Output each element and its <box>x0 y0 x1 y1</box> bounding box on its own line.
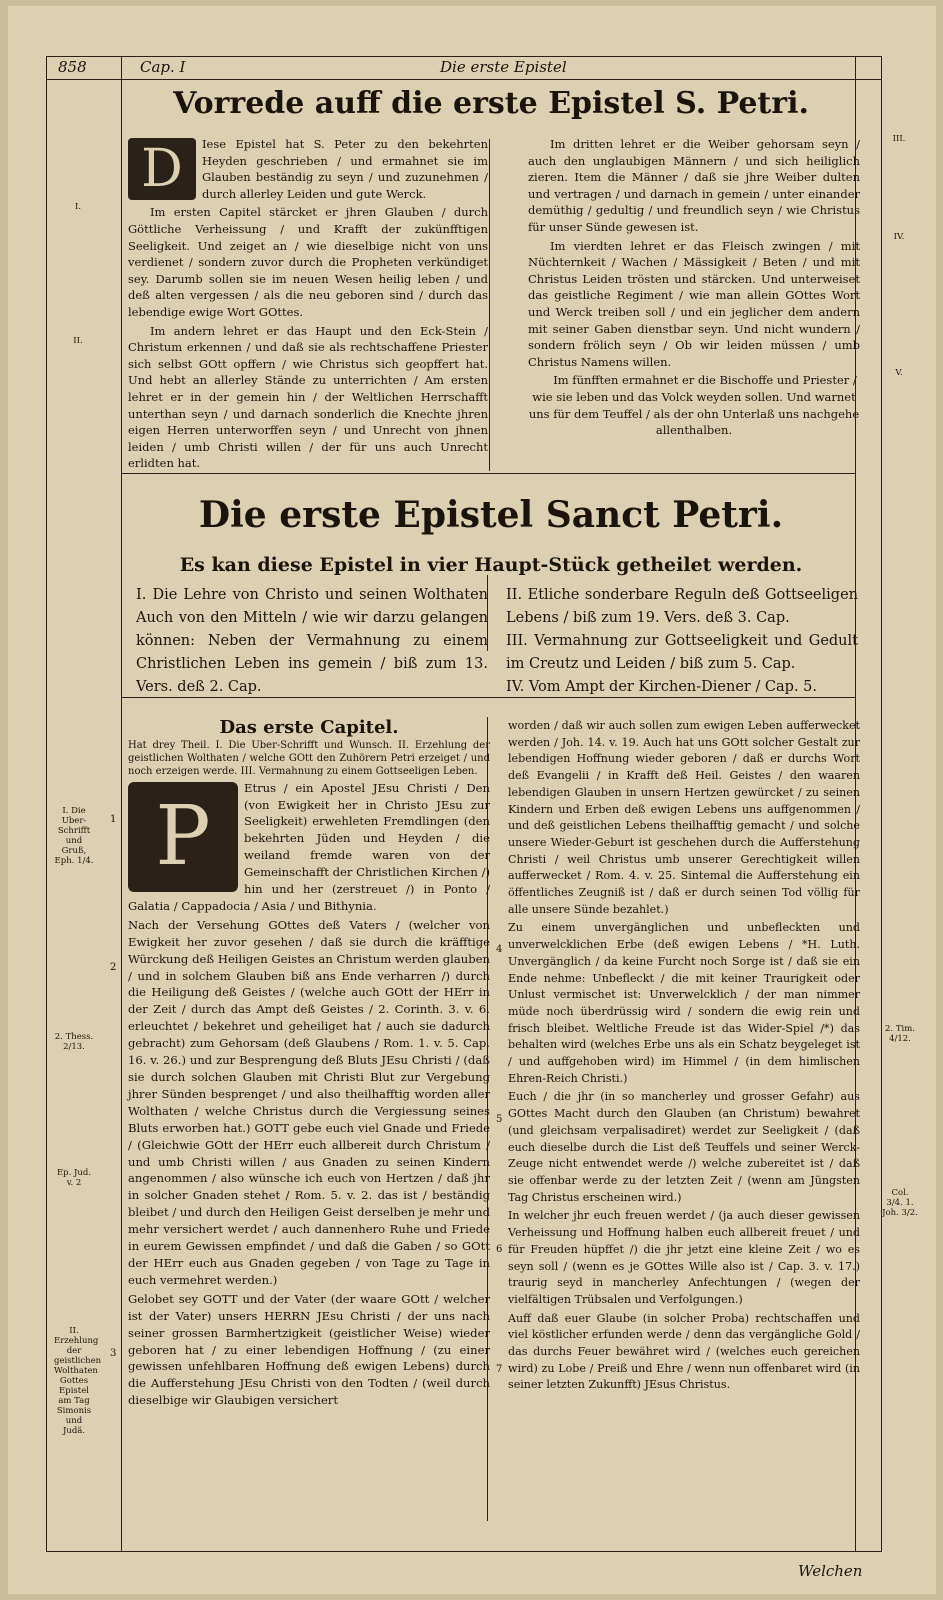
verse-number: 5 <box>496 1114 503 1125</box>
verse-number: 3 <box>110 1348 117 1359</box>
verse-text: Zu einem unvergänglichen und unbefleckten und unverwelcklichen Erbe (deß ewigen Lebens / *H. Luth. Unvergänglich / da keine Furcht noch Sorge ist / daß sie ein Ende nehme: Unbefleckt / die mit keiner Traurigkeit oder Unlust vermischet ist: Unverwelcklich / der man nimmer müde noch überdrüssig wird / sondern die ewig rein und frisch bleibet. Weltliche Freude ist das Wider-Spiel /*) das behalten wird (welches Erbe uns als ein Schatz beygeleget ist / und auffgehoben wird) im Himmel / (in dem himlischen Ehren-Reich Christi.) <box>508 921 860 1085</box>
margin-note: II. Erzehlung der geistlichen Wolthaten Gottes Epistel am Tag Simonis und Judä. <box>54 1326 102 1436</box>
preface-title: Vorrede auff die erste Epistel S. Petri. <box>173 86 809 121</box>
preface-paragraph: Im vierdten lehret er das Fleisch zwingen / mit Nüchternkeit / Wachen / Mässigkeit / Beten / und mit Christus Leiden trösten und stärcken. Und unterweiset das geistliche Regiment / wie man allein GOttes Wort und Werck treiben soll / und ein jeglicher dem andern mit seiner Gaben dienstbar seyn. Und nicht wundern / sondern frölich seyn / Ob wir leiden müssen / umb Christus Namens willen. <box>528 238 860 369</box>
epistle-part: III. Vermahnung zur Gottseeligkeit und Gedult im Creutz und Leiden / biß zum 5. Cap. <box>506 633 858 672</box>
verse-text: Euch / die jhr (in so mancherley und grosser Gefahr) aus GOttes Macht durch den Glauben (an Christum) bewahret (und gleichsam verpalisadiret) werdet zur Seeligkeit / (daß euch dieselbe durch die List deß Teuffels und seiner Werck-Zeuge nicht entwendet werde /) welche zubereitet ist / daß sie offenbar werde zu der letzten Zeit / (wenn am Jüngsten Tag Christus erscheinen wird.) <box>508 1090 860 1204</box>
preface-paragraph: Im fünfften ermahnet er die Bischoffe und Priester / wie sie leben und das Volck weyden sollen. Und warnet uns für dem Teuffel / als der ohn Unterlaß uns nachgehe allenthalben. <box>528 373 860 438</box>
chapter-dropcap: P <box>128 782 238 892</box>
margin-note: IV. <box>893 232 905 242</box>
epistle-part: IV. Vom Ampt der Kirchen-Diener / Cap. 5. <box>506 679 818 695</box>
chapter-title: Das erste Capitel. <box>219 717 399 738</box>
verse-number: 6 <box>496 1244 503 1255</box>
epistle-part: II. Etliche sonderbare Reguln deß Gottseeligen Lebens / biß zum 19. Vers. deß 3. Cap. <box>506 587 858 626</box>
preface-left-column <box>128 136 488 474</box>
verse-number: 1 <box>110 814 117 825</box>
verse-text: Auff daß euer Glaube (in solcher Proba) rechtschaffen und viel köstlicher erfunden werde / denn das vergängliche Gold / das durchs Feuer bewähret wird / (welches euch gereichen wird) zu Lobe / Preiß und Ehre / wenn nun offenbaret wird (in seiner letzten Zukunfft) JEsus Christus. <box>508 1311 860 1392</box>
preface-right-column <box>528 136 860 441</box>
page-number: 858 <box>58 58 87 76</box>
preface-paragraph: Im andern lehret er das Haupt und den Eck-Stein / Christum erkennen / und daß sie als rechtschaffene Priester sich selbst GOtt opffern / wie Christus sich geopffert hat. Und hebt an allerley Stände zu unterrichten / Am ersten lehret er in der gemein hin / der Weltlichen Herrschafft unterthan seyn / und darnach sonderlich die Knechte jhren eigen Herren unterworffen seyn / und Unrecht von jhnen leiden / umb Christi willen / der für uns auch Unrecht erlidten hat. <box>128 323 488 471</box>
preface-column-rule <box>489 139 490 471</box>
verse-number: 7 <box>496 1364 503 1375</box>
header-rule <box>47 79 881 80</box>
margin-note: 2. Tim. 4/12. <box>885 1024 915 1044</box>
book-page <box>8 6 936 1594</box>
margin-note: I. Die Uber-Schrifft und Gruß, Eph. 1/4. <box>54 806 94 866</box>
verse-number: 4 <box>496 944 503 955</box>
margin-note: V. <box>895 368 903 378</box>
verse-number: 2 <box>110 962 117 973</box>
preface-dropcap: D <box>128 138 196 200</box>
verse-text: Gelobet sey GOTT und der Vater (der waare GOtt / welcher ist der Vater) unsers HERRN JEsu Christi / der uns nach seiner grossen Barmhertzigkeit (geistlicher Weise) wieder geboren hat / zu einer lebendigen Hoffnung / (zu einer gewissen unfehlbaren Hoffnung deß ewigen Lebens) durch die Aufferstehung JEsu Christi von den Todten / (weil durch dieselbige wir Glaubigen versichert <box>128 1291 490 1408</box>
margin-note: III. <box>892 134 906 144</box>
left-margin-rule <box>121 57 122 1551</box>
catchword: Welchen <box>798 1562 863 1580</box>
chapter-right-column <box>508 718 860 1396</box>
margin-note: Col. 3/4. 1. Joh. 3/2. <box>882 1188 918 1218</box>
verse-text: In welcher jhr euch freuen werdet / (ja auch dieser gewissen Verheissung und Hoffnung halben euch allbereit freuet / und für Freuden hüpffet /) die jhr jetzt eine kleine Zeit / wo es seyn soll / (wenn es je GOttes Wille also ist / Cap. 3. v. 17.) traurig seyd in mancherley Anfechtungen / (wegen der vielfältigen Trübsalen und Verfolgungen.) <box>508 1209 860 1306</box>
verse-text: Etrus / ein Apostel JEsu Christi / Den (von Ewigkeit her in Christo JEsu zur Seeligkeit) erwehleten Fremdlingen (den bekehrten Jüden und Heyden / die weiland fremde waren von der Gemeinschafft der Christlichen Kirchen /) hin und her (zerstreuet /) in Ponto / Galatia / Cappadocia / Asia / und Bithynia. <box>128 780 490 913</box>
verse-text: Nach der Versehung GOttes deß Vaters / (welcher von Ewigkeit her zuvor gesehen / daß sie durch die kräfftige Würckung deß Heiligen Geistes an Christum werden glauben / und in solchem Glauben biß ans Ende verharren /) durch die Heiligung deß Geistes / (welche auch GOtt der HErr in der Zeit / durch das Ampt deß Geistes / 2. Corinth. 3. v. 6. erleuchtet / bekehret und geheiliget hat / auch sie dadurch gebracht) zum Gehorsam (deß Glaubens / Rom. 1. v. 5. Cap. 16. v. 26.) und zur Besprengung deß Bluts JEsu Christi / (daß sie durch solchen Glauben mit Christi Blut zur Vergebung jhrer Sünden besprenget / und also theilhafftig worden aller Wolthaten / welche Christus durch die Vergiessung seines Bluts erworben hat.) GOTT gebe euch viel Gnade und Friede / (Gleichwie GOtt der HErr euch allbereit durch Christum / und umb Christi willen / aus Gnaden zu seinen Kindern angenommen / also wünsche ich euch von Hertzen / daß jhr in solcher Gnaden stehet / Rom. 5. v. 2. das ist / beständig bleibet / und durch den Heiligen Geist derselben je mehr und mehr versichert werdet / auch dannenhero Ruhe und Friede in eurem Gewissen empfindet / und daß die Gaben / so GOtt der HErr euch aus Gnaden gegeben / von Tage zu Tage in euch vermehret werden.) <box>128 917 490 1287</box>
epistle-parts-right <box>506 584 858 699</box>
margin-note: II. <box>73 336 83 346</box>
running-title: Die erste Epistel <box>440 58 567 76</box>
epistle-subtitle: Es kan diese Epistel in vier Haupt-Stück getheilet werden. <box>179 554 803 576</box>
preface-paragraph: Iese Epistel hat S. Peter zu den bekehrten Heyden geschrieben / und ermahnet sie im Glauben beständig zu seyn / und zuzunehmen / durch allerley Leiden und gute Werck. <box>202 137 488 201</box>
verse-text: worden / daß wir auch sollen zum ewigen Leben aufferwecket werden / Joh. 14. v. 19. Auch hat uns GOtt solcher Gestalt zur lebendigen Hoffnung wieder geboren / daß er durchs Wort deß Evangelii / in Krafft deß Heil. Geistes / den waaren lebendigen Glauben in unsern Hertzen gewürcket / zu seinen Kindern und Erben deß ewigen Lebens uns auffgenommen / und deß geistlichen Lebens theilhafftig gemacht / und solche unsere Wieder-Geburt ist geschehen durch die Aufferstehung Christi / weil Christus umb unserer Gerechtigkeit willen aufferwecket / Rom. 4. v. 25. Sintemal die Aufferstehung ein öffentliches Zeugniß ist / daß er durch seinen Tod völlig für alle unsere Sünde bezahlet.) <box>508 719 860 916</box>
chapter-left-column <box>128 718 490 1411</box>
preface-paragraph: Im dritten lehret er die Weiber gehorsam seyn / auch den unglaubigen Männern / und sich heiliglich zieren. Item die Männer / daß sie jhre Weiber dulten und vertragen / und darnach in gemein / unter einander demüthig / gedultig / und freundlich seyn / wie Christus für unser Sünde gewesen ist. <box>528 137 860 234</box>
margin-note: I. <box>74 202 82 212</box>
chapter-summary: Hat drey Theil. I. Die Uber-Schrifft und Wunsch. II. Erzehlung der geistlichen Wolthaten / welche GOtt den Zuhörern Petri erzeiget / und noch erzeigen werde. III. Vermahnung zu einem Gottseeligen Leben. <box>128 739 490 777</box>
margin-note: 2. Thess. 2/13. <box>54 1032 94 1052</box>
epistle-part-i: I. Die Lehre von Christo und seinen Wolthaten Auch von den Mitteln / wie wir darzu gelangen können: Neben der Vermahnung zu einem Christlichen Leben ins gemein / biß zum 13. Vers. deß 2. Cap. <box>136 587 488 695</box>
chapter-ref: Cap. I <box>140 58 186 76</box>
epistle-title: Die erste Epistel Sanct Petri. <box>198 494 784 536</box>
preface-paragraph: Im ersten Capitel stärcket er jhren Glauben / durch Göttliche Verheissung / und Krafft der zukünfftigen Seeligkeit. Und zeiget an / wie dieselbige nicht von uns verdienet / sondern zuvor durch die Propheten verkündiget sey. Darumb sollen sie im neuen Wesen heilig leben / und deß alten vergessen / als die neu geboren sind / durch das lebendige ewige Wort GOttes. <box>128 205 488 319</box>
margin-note: Ep. Jud. v. 2 <box>56 1168 92 1188</box>
